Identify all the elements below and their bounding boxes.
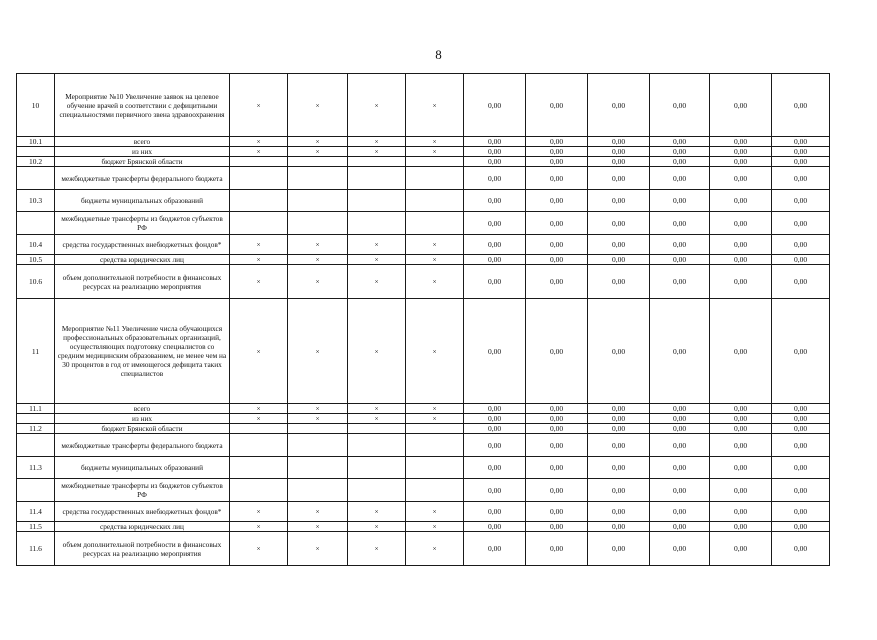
value-cell: 0,00 xyxy=(650,147,710,157)
mark-cell: × xyxy=(348,299,406,404)
value-cell: 0,00 xyxy=(650,457,710,479)
mark-cell: × xyxy=(406,414,464,424)
table-row xyxy=(17,255,830,265)
value-cell: 0,00 xyxy=(526,479,588,502)
mark-cell: × xyxy=(406,502,464,522)
row-code: 11.5 xyxy=(17,522,55,532)
mark-cell: × xyxy=(406,532,464,566)
value-cell: 0,00 xyxy=(650,190,710,212)
mark-cell: × xyxy=(288,404,348,414)
value-cell: 0,00 xyxy=(710,424,772,434)
value-cell: 0,00 xyxy=(710,137,772,147)
mark-cell: × xyxy=(230,235,288,255)
row-label: бюджет Брянской области xyxy=(55,157,230,167)
row-label: средства юридических лиц xyxy=(55,255,230,265)
mark-cell xyxy=(288,167,348,190)
value-cell: 0,00 xyxy=(588,414,650,424)
row-label: объем дополнительной потребности в финансовых ресурсах на реализацию мероприятия xyxy=(55,532,230,566)
value-cell: 0,00 xyxy=(772,157,830,167)
value-cell: 0,00 xyxy=(772,457,830,479)
row-code xyxy=(17,147,55,157)
row-code xyxy=(17,414,55,424)
value-cell: 0,00 xyxy=(588,157,650,167)
mark-cell xyxy=(230,434,288,457)
mark-cell: × xyxy=(348,235,406,255)
value-cell: 0,00 xyxy=(464,74,526,137)
value-cell: 0,00 xyxy=(650,265,710,299)
mark-cell xyxy=(348,157,406,167)
table-row xyxy=(17,434,830,457)
mark-cell xyxy=(406,190,464,212)
value-cell: 0,00 xyxy=(588,137,650,147)
row-label: средства государственных внебюджетных фондов* xyxy=(55,502,230,522)
row-code: 10.1 xyxy=(17,137,55,147)
mark-cell: × xyxy=(230,414,288,424)
mark-cell: × xyxy=(348,414,406,424)
value-cell: 0,00 xyxy=(526,522,588,532)
row-label: из них xyxy=(55,147,230,157)
mark-cell xyxy=(348,457,406,479)
value-cell: 0,00 xyxy=(650,434,710,457)
value-cell: 0,00 xyxy=(710,502,772,522)
row-code xyxy=(17,434,55,457)
value-cell: 0,00 xyxy=(650,522,710,532)
row-code: 10.6 xyxy=(17,265,55,299)
mark-cell xyxy=(348,212,406,235)
mark-cell: × xyxy=(288,502,348,522)
mark-cell: × xyxy=(288,299,348,404)
row-code: 11.2 xyxy=(17,424,55,434)
table-row xyxy=(17,157,830,167)
table-row xyxy=(17,147,830,157)
mark-cell: × xyxy=(348,137,406,147)
value-cell: 0,00 xyxy=(464,414,526,424)
value-cell: 0,00 xyxy=(464,522,526,532)
value-cell: 0,00 xyxy=(650,157,710,167)
value-cell: 0,00 xyxy=(464,265,526,299)
table-row xyxy=(17,457,830,479)
value-cell: 0,00 xyxy=(710,157,772,167)
row-label: средства юридических лиц xyxy=(55,522,230,532)
table-row xyxy=(17,424,830,434)
value-cell: 0,00 xyxy=(588,424,650,434)
value-cell: 0,00 xyxy=(772,522,830,532)
row-code xyxy=(17,212,55,235)
value-cell: 0,00 xyxy=(710,235,772,255)
table-row xyxy=(17,502,830,522)
mark-cell: × xyxy=(230,502,288,522)
value-cell: 0,00 xyxy=(588,235,650,255)
mark-cell: × xyxy=(406,265,464,299)
mark-cell xyxy=(406,424,464,434)
mark-cell xyxy=(348,479,406,502)
mark-cell: × xyxy=(230,404,288,414)
table-row xyxy=(17,74,830,137)
value-cell: 0,00 xyxy=(710,479,772,502)
value-cell: 0,00 xyxy=(464,137,526,147)
value-cell: 0,00 xyxy=(526,147,588,157)
mark-cell: × xyxy=(288,235,348,255)
value-cell: 0,00 xyxy=(772,235,830,255)
value-cell: 0,00 xyxy=(650,74,710,137)
value-cell: 0,00 xyxy=(526,212,588,235)
value-cell: 0,00 xyxy=(772,502,830,522)
value-cell: 0,00 xyxy=(526,255,588,265)
row-code: 10.2 xyxy=(17,157,55,167)
value-cell: 0,00 xyxy=(772,479,830,502)
mark-cell xyxy=(230,212,288,235)
value-cell: 0,00 xyxy=(526,424,588,434)
value-cell: 0,00 xyxy=(772,190,830,212)
row-code: 11.6 xyxy=(17,532,55,566)
mark-cell: × xyxy=(288,522,348,532)
mark-cell: × xyxy=(406,235,464,255)
value-cell: 0,00 xyxy=(710,434,772,457)
mark-cell: × xyxy=(348,147,406,157)
row-code: 11.3 xyxy=(17,457,55,479)
value-cell: 0,00 xyxy=(650,502,710,522)
value-cell: 0,00 xyxy=(710,414,772,424)
value-cell: 0,00 xyxy=(526,190,588,212)
value-cell: 0,00 xyxy=(588,502,650,522)
mark-cell xyxy=(288,212,348,235)
value-cell: 0,00 xyxy=(526,74,588,137)
mark-cell xyxy=(230,167,288,190)
value-cell: 0,00 xyxy=(588,212,650,235)
value-cell: 0,00 xyxy=(650,414,710,424)
value-cell: 0,00 xyxy=(710,532,772,566)
value-cell: 0,00 xyxy=(464,424,526,434)
mark-cell xyxy=(230,424,288,434)
table-row xyxy=(17,235,830,255)
row-label: из них xyxy=(55,414,230,424)
page-number: 8 xyxy=(435,47,442,62)
table-row xyxy=(17,190,830,212)
row-label: межбюджетные трансферты из бюджетов субъектов РФ xyxy=(55,479,230,502)
value-cell: 0,00 xyxy=(710,212,772,235)
mark-cell: × xyxy=(348,265,406,299)
mark-cell xyxy=(288,190,348,212)
value-cell: 0,00 xyxy=(526,137,588,147)
mark-cell xyxy=(230,157,288,167)
value-cell: 0,00 xyxy=(772,147,830,157)
mark-cell xyxy=(230,457,288,479)
mark-cell: × xyxy=(230,532,288,566)
value-cell: 0,00 xyxy=(772,255,830,265)
value-cell: 0,00 xyxy=(650,299,710,404)
value-cell: 0,00 xyxy=(710,255,772,265)
value-cell: 0,00 xyxy=(526,167,588,190)
value-cell: 0,00 xyxy=(526,502,588,522)
value-cell: 0,00 xyxy=(464,235,526,255)
row-label: бюджеты муниципальных образований xyxy=(55,190,230,212)
value-cell: 0,00 xyxy=(772,532,830,566)
value-cell: 0,00 xyxy=(772,265,830,299)
row-code: 10.5 xyxy=(17,255,55,265)
mark-cell xyxy=(288,424,348,434)
row-label: объем дополнительной потребности в финансовых ресурсах на реализацию мероприятия xyxy=(55,265,230,299)
mark-cell: × xyxy=(288,532,348,566)
value-cell: 0,00 xyxy=(526,404,588,414)
value-cell: 0,00 xyxy=(526,299,588,404)
mark-cell xyxy=(288,457,348,479)
row-label: бюджет Брянской области xyxy=(55,424,230,434)
mark-cell: × xyxy=(406,147,464,157)
mark-cell: × xyxy=(348,502,406,522)
mark-cell: × xyxy=(348,404,406,414)
mark-cell: × xyxy=(406,137,464,147)
value-cell: 0,00 xyxy=(588,522,650,532)
value-cell: 0,00 xyxy=(588,404,650,414)
value-cell: 0,00 xyxy=(526,457,588,479)
value-cell: 0,00 xyxy=(710,404,772,414)
mark-cell: × xyxy=(288,147,348,157)
value-cell: 0,00 xyxy=(650,479,710,502)
value-cell: 0,00 xyxy=(464,457,526,479)
mark-cell xyxy=(406,212,464,235)
value-cell: 0,00 xyxy=(526,434,588,457)
value-cell: 0,00 xyxy=(772,167,830,190)
value-cell: 0,00 xyxy=(588,74,650,137)
value-cell: 0,00 xyxy=(650,532,710,566)
row-code: 10 xyxy=(17,74,55,137)
mark-cell: × xyxy=(348,532,406,566)
mark-cell xyxy=(406,479,464,502)
mark-cell: × xyxy=(288,414,348,424)
table-row xyxy=(17,532,830,566)
mark-cell xyxy=(348,424,406,434)
mark-cell xyxy=(406,457,464,479)
row-code: 10.4 xyxy=(17,235,55,255)
value-cell: 0,00 xyxy=(710,167,772,190)
row-code: 11.4 xyxy=(17,502,55,522)
mark-cell xyxy=(406,434,464,457)
value-cell: 0,00 xyxy=(464,532,526,566)
mark-cell xyxy=(406,167,464,190)
row-label: межбюджетные трансферты из бюджетов субъектов РФ xyxy=(55,212,230,235)
value-cell: 0,00 xyxy=(464,147,526,157)
value-cell: 0,00 xyxy=(710,190,772,212)
mark-cell: × xyxy=(230,137,288,147)
mark-cell: × xyxy=(406,404,464,414)
value-cell: 0,00 xyxy=(526,265,588,299)
row-code xyxy=(17,167,55,190)
mark-cell: × xyxy=(230,74,288,137)
value-cell: 0,00 xyxy=(772,404,830,414)
value-cell: 0,00 xyxy=(588,265,650,299)
table-row xyxy=(17,414,830,424)
value-cell: 0,00 xyxy=(710,147,772,157)
mark-cell: × xyxy=(406,74,464,137)
value-cell: 0,00 xyxy=(464,255,526,265)
value-cell: 0,00 xyxy=(710,522,772,532)
mark-cell: × xyxy=(348,522,406,532)
value-cell: 0,00 xyxy=(650,167,710,190)
row-label: всего xyxy=(55,137,230,147)
value-cell: 0,00 xyxy=(772,212,830,235)
row-label: Мероприятие №10 Увеличение заявок на целевое обучение врачей в соответствии с дефицитными специальностями первичного звена здравоохранения xyxy=(55,74,230,137)
value-cell: 0,00 xyxy=(464,404,526,414)
value-cell: 0,00 xyxy=(588,532,650,566)
row-code: 11 xyxy=(17,299,55,404)
mark-cell xyxy=(230,479,288,502)
mark-cell: × xyxy=(348,74,406,137)
mark-cell xyxy=(348,190,406,212)
row-code: 10.3 xyxy=(17,190,55,212)
table-row xyxy=(17,479,830,502)
value-cell: 0,00 xyxy=(650,255,710,265)
value-cell: 0,00 xyxy=(710,457,772,479)
table-row xyxy=(17,299,830,404)
row-label: межбюджетные трансферты федерального бюджета xyxy=(55,167,230,190)
mark-cell: × xyxy=(230,147,288,157)
value-cell: 0,00 xyxy=(464,212,526,235)
value-cell: 0,00 xyxy=(464,167,526,190)
mark-cell: × xyxy=(230,522,288,532)
mark-cell: × xyxy=(288,74,348,137)
value-cell: 0,00 xyxy=(588,434,650,457)
value-cell: 0,00 xyxy=(464,299,526,404)
table-row xyxy=(17,404,830,414)
mark-cell xyxy=(406,157,464,167)
mark-cell: × xyxy=(230,299,288,404)
funding-table xyxy=(16,73,830,566)
row-label: средства государственных внебюджетных фондов* xyxy=(55,235,230,255)
value-cell: 0,00 xyxy=(464,190,526,212)
value-cell: 0,00 xyxy=(710,74,772,137)
row-code xyxy=(17,479,55,502)
table-row xyxy=(17,137,830,147)
value-cell: 0,00 xyxy=(772,434,830,457)
mark-cell xyxy=(348,434,406,457)
value-cell: 0,00 xyxy=(588,167,650,190)
value-cell: 0,00 xyxy=(650,424,710,434)
mark-cell xyxy=(288,434,348,457)
table-row xyxy=(17,212,830,235)
mark-cell: × xyxy=(348,255,406,265)
mark-cell xyxy=(288,157,348,167)
value-cell: 0,00 xyxy=(588,255,650,265)
value-cell: 0,00 xyxy=(588,479,650,502)
value-cell: 0,00 xyxy=(464,157,526,167)
value-cell: 0,00 xyxy=(650,404,710,414)
mark-cell: × xyxy=(406,255,464,265)
value-cell: 0,00 xyxy=(526,235,588,255)
value-cell: 0,00 xyxy=(526,414,588,424)
value-cell: 0,00 xyxy=(526,157,588,167)
value-cell: 0,00 xyxy=(650,212,710,235)
mark-cell xyxy=(348,167,406,190)
mark-cell: × xyxy=(288,137,348,147)
value-cell: 0,00 xyxy=(526,532,588,566)
value-cell: 0,00 xyxy=(464,434,526,457)
mark-cell: × xyxy=(230,255,288,265)
row-code: 11.1 xyxy=(17,404,55,414)
value-cell: 0,00 xyxy=(772,424,830,434)
mark-cell: × xyxy=(230,265,288,299)
value-cell: 0,00 xyxy=(588,299,650,404)
value-cell: 0,00 xyxy=(772,137,830,147)
value-cell: 0,00 xyxy=(710,299,772,404)
value-cell: 0,00 xyxy=(772,414,830,424)
row-label: бюджеты муниципальных образований xyxy=(55,457,230,479)
mark-cell: × xyxy=(406,299,464,404)
mark-cell: × xyxy=(288,265,348,299)
value-cell: 0,00 xyxy=(650,235,710,255)
value-cell: 0,00 xyxy=(588,147,650,157)
value-cell: 0,00 xyxy=(650,137,710,147)
table-row xyxy=(17,522,830,532)
value-cell: 0,00 xyxy=(464,502,526,522)
value-cell: 0,00 xyxy=(772,74,830,137)
mark-cell: × xyxy=(288,255,348,265)
row-label: всего xyxy=(55,404,230,414)
row-label: Мероприятие №11 Увеличение числа обучающихся профессиональных образовательных организаций, осуществляющих подготовку специалистов со средним медицинским образованием, не менее чем на 30 процентов в год от имеющегося дефицита таких специалистов xyxy=(55,299,230,404)
table-row xyxy=(17,265,830,299)
value-cell: 0,00 xyxy=(588,190,650,212)
table-row xyxy=(17,167,830,190)
row-label: межбюджетные трансферты федерального бюджета xyxy=(55,434,230,457)
mark-cell xyxy=(288,479,348,502)
value-cell: 0,00 xyxy=(588,457,650,479)
value-cell: 0,00 xyxy=(710,265,772,299)
value-cell: 0,00 xyxy=(772,299,830,404)
value-cell: 0,00 xyxy=(464,479,526,502)
mark-cell: × xyxy=(406,522,464,532)
mark-cell xyxy=(230,190,288,212)
